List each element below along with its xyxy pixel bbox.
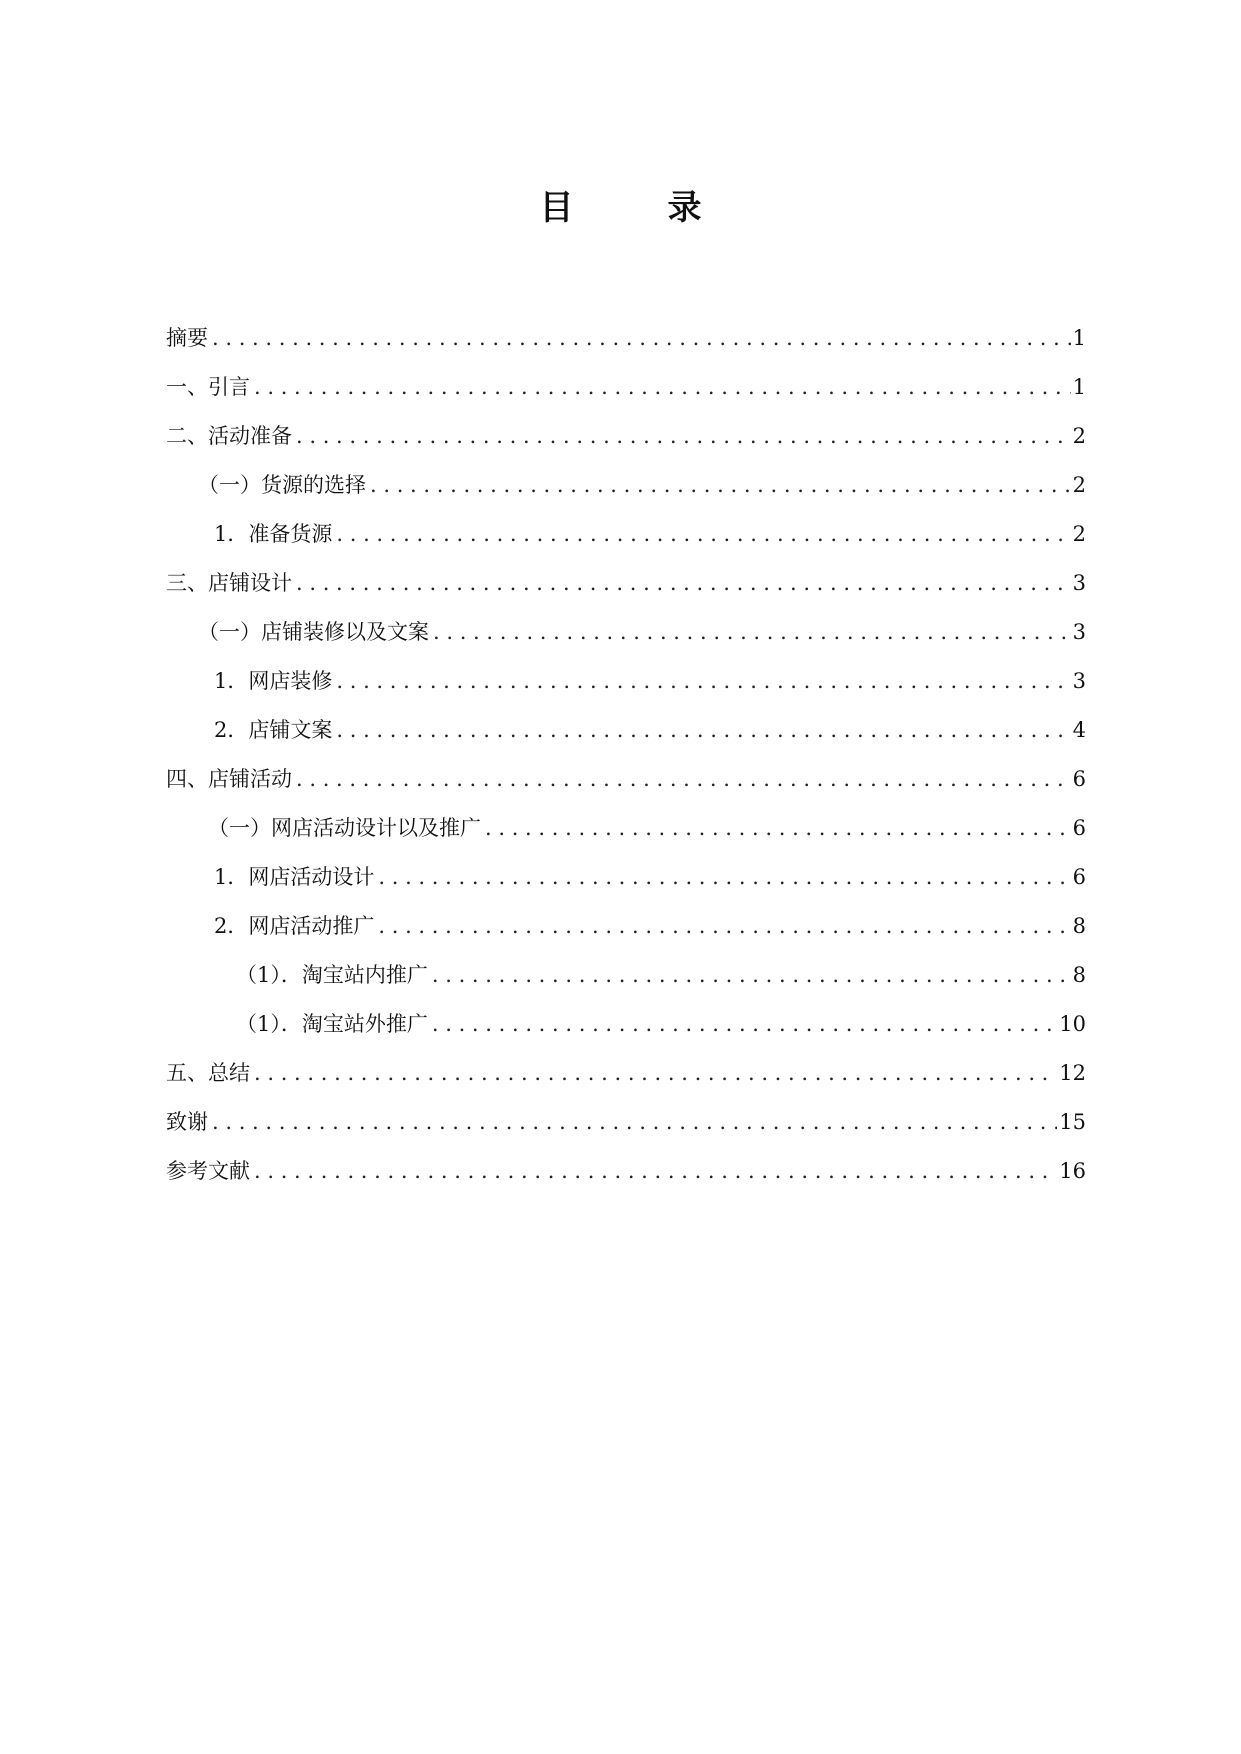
- toc-entry[interactable]: [166, 362, 1086, 411]
- toc-dot-leader: [336, 520, 1070, 548]
- toc-entry[interactable]: [166, 411, 1086, 460]
- toc-page-number: 3: [1072, 619, 1086, 644]
- toc-entry-label: 四、店铺活动: [166, 766, 292, 791]
- toc-dot-leader: [254, 1157, 1057, 1185]
- toc-entry-label: 1．网店装修: [214, 668, 333, 693]
- toc-dot-leader: [370, 471, 1071, 499]
- toc-dot-leader: [296, 765, 1071, 793]
- toc-page-number: 8: [1072, 913, 1086, 938]
- toc-entry-label: 摘要: [166, 325, 208, 350]
- toc-entry[interactable]: [166, 313, 1086, 362]
- toc-entry[interactable]: [166, 558, 1086, 607]
- toc-page-number: 10: [1059, 1011, 1086, 1036]
- toc-entry[interactable]: [166, 460, 1086, 509]
- toc-entry[interactable]: [166, 1048, 1086, 1097]
- toc-entry-label: 2．网店活动推广: [214, 913, 375, 938]
- toc-entry-label: （一）货源的选择: [198, 472, 366, 497]
- toc-dot-leader: [254, 1059, 1057, 1087]
- toc-entry-label: 致谢: [166, 1109, 208, 1134]
- toc-page-number: 6: [1072, 815, 1086, 840]
- toc-entry[interactable]: [166, 656, 1086, 705]
- toc-entry-label: （一）店铺装修以及文案: [198, 619, 429, 644]
- toc-dot-leader: [212, 1108, 1057, 1136]
- toc-entry[interactable]: [166, 705, 1086, 754]
- toc-page-number: 4: [1072, 717, 1086, 742]
- toc-entry-label: 2．店铺文案: [214, 717, 333, 742]
- toc-dot-leader: [336, 667, 1070, 695]
- toc-entry[interactable]: [166, 1097, 1086, 1146]
- toc-entry[interactable]: [166, 901, 1086, 950]
- toc-page-number: 1: [1072, 325, 1086, 350]
- toc-entry[interactable]: [166, 999, 1086, 1048]
- toc-entry-label: 参考文献: [166, 1158, 250, 1183]
- toc-page-number: 2: [1072, 472, 1086, 497]
- toc-page-number: 2: [1072, 521, 1086, 546]
- toc-dot-leader: [432, 961, 1071, 989]
- toc-entry-label: 一、引言: [166, 374, 250, 399]
- toc-entry[interactable]: [166, 607, 1086, 656]
- toc-page-number: 3: [1072, 668, 1086, 693]
- toc-entry[interactable]: [166, 950, 1086, 999]
- toc-entry-label: （1）．淘宝站外推广: [236, 1011, 428, 1036]
- toc-entry-label: （一）网店活动设计以及推广: [208, 815, 481, 840]
- toc-entry[interactable]: [166, 852, 1086, 901]
- toc-page-number: 6: [1072, 864, 1086, 889]
- toc-page-number: 2: [1072, 423, 1086, 448]
- toc-page-number: 3: [1072, 570, 1086, 595]
- toc-dot-leader: [296, 569, 1071, 597]
- toc-entry-label: 三、店铺设计: [166, 570, 292, 595]
- toc-page-number: 15: [1059, 1109, 1086, 1134]
- toc-entry[interactable]: [166, 754, 1086, 803]
- toc-entry-label: 二、活动准备: [166, 423, 292, 448]
- toc-entry-label: 1．准备货源: [214, 521, 333, 546]
- toc-entry-label: 1．网店活动设计: [214, 864, 375, 889]
- toc-dot-leader: [212, 324, 1071, 352]
- toc-dot-leader: [378, 863, 1070, 891]
- toc-dot-leader: [378, 912, 1070, 940]
- toc-page-number: 6: [1072, 766, 1086, 791]
- toc-page-number: 1: [1072, 374, 1086, 399]
- toc-dot-leader: [432, 1010, 1057, 1038]
- toc-dot-leader: [254, 373, 1071, 401]
- toc-page-number: 16: [1059, 1158, 1086, 1183]
- toc-page-number: 12: [1059, 1060, 1086, 1085]
- toc-dot-leader: [336, 716, 1070, 744]
- toc-entry[interactable]: [166, 509, 1086, 558]
- toc-dot-leader: [485, 814, 1071, 842]
- page-title: 目 录: [539, 188, 732, 228]
- toc-entry[interactable]: [166, 1146, 1086, 1195]
- toc-page-number: 8: [1072, 962, 1086, 987]
- toc-entry-label: 五、总结: [166, 1060, 250, 1085]
- table-of-contents: [166, 313, 1086, 1195]
- toc-entry-label: （1）．淘宝站内推广: [236, 962, 428, 987]
- toc-dot-leader: [433, 618, 1071, 646]
- toc-entry[interactable]: [166, 803, 1086, 852]
- toc-dot-leader: [296, 422, 1071, 450]
